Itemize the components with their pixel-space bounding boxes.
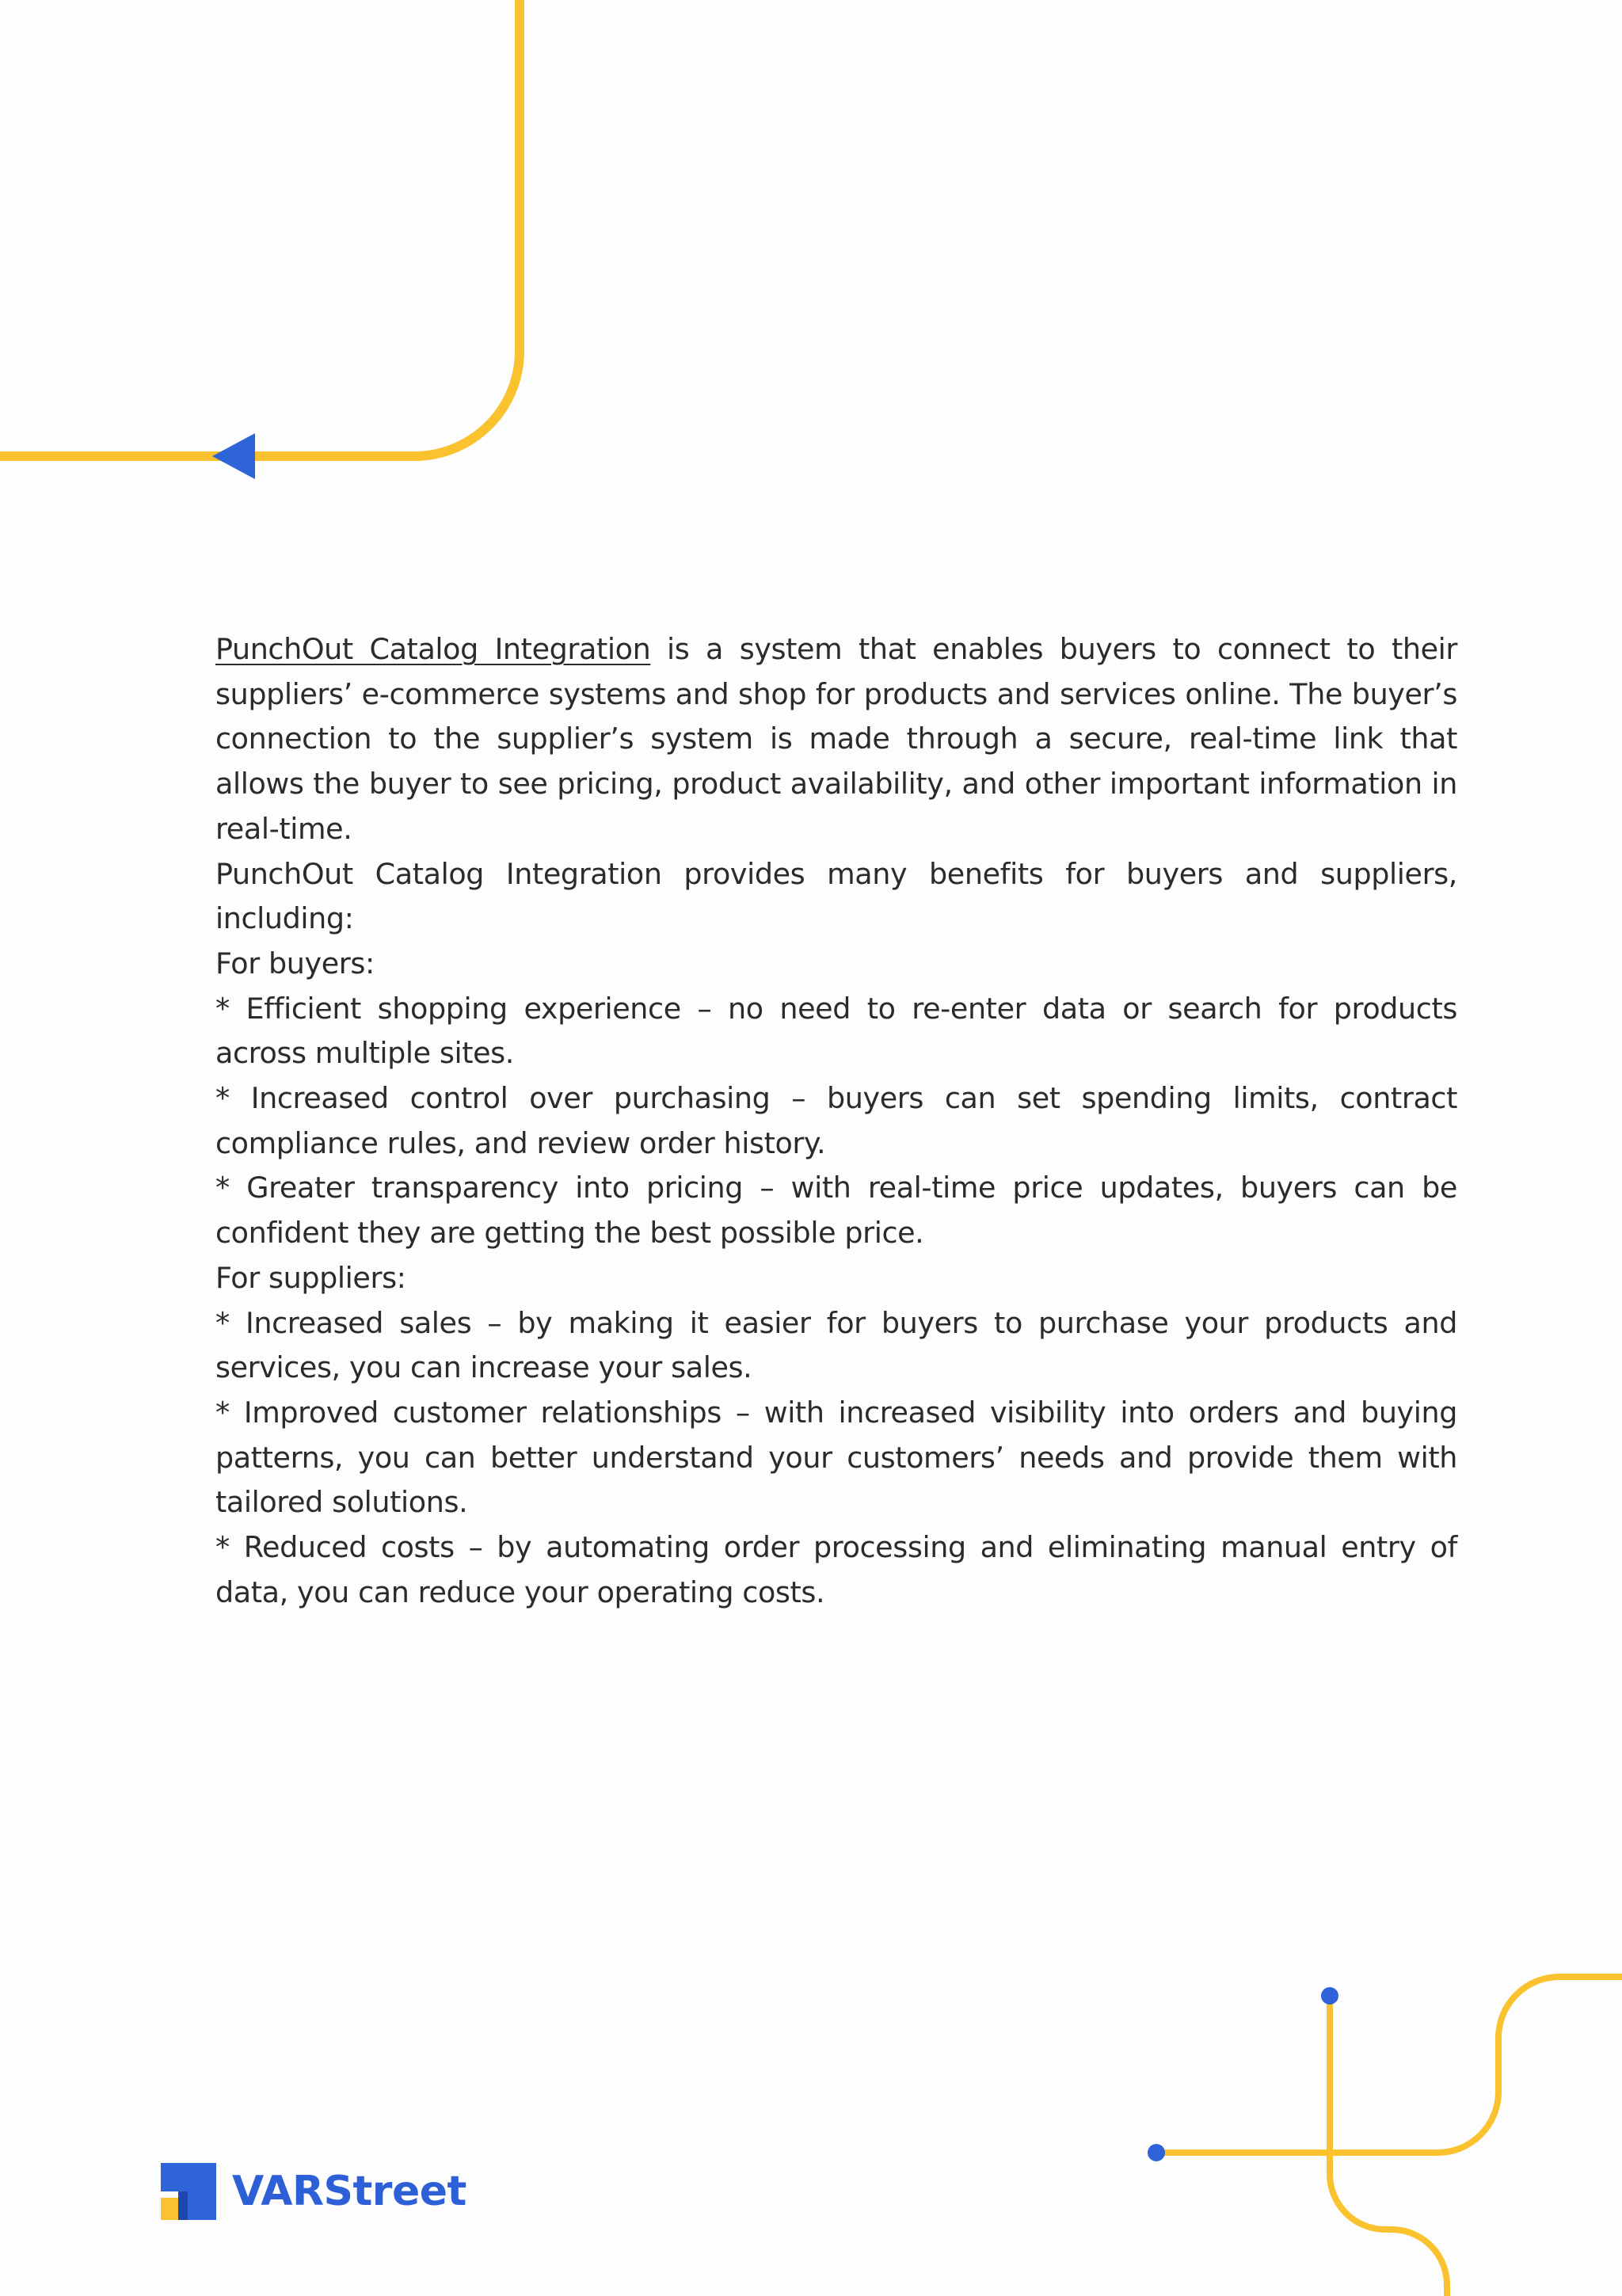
left-arrow-icon: [212, 433, 255, 479]
suppliers-item: * Improved customer relationships – with increased visibility into orders and buying patterns, you can better understand your customers’ needs and provide them with tailored solutions.: [215, 1395, 1457, 1520]
bottom-right-decor-line-2: [1330, 1996, 1447, 2296]
intro-text: is a system that enables buyers to connect to their suppliers’ e-commerce systems and shop for products and services online. The buyer’s connection to the supplier’s system is made through a secure, real-time link that allows the buyer to see pricing, product availability, and other important information in real-time.: [215, 632, 1457, 846]
suppliers-heading: For suppliers:: [215, 1260, 406, 1295]
article-body: [215, 627, 1457, 1615]
varstreet-logo[interactable]: [161, 2162, 466, 2221]
logo-text: VARStreet: [232, 2168, 466, 2215]
buyers-item: * Efficient shopping experience – no need to re-enter data or search for products across multiple sites.: [215, 991, 1457, 1071]
bottom-right-decor-line-1: [1156, 1977, 1622, 2153]
punchout-catalog-link[interactable]: PunchOut Catalog Integration: [215, 632, 651, 666]
benefits-intro: PunchOut Catalog Integration provides many benefits for buyers and suppliers, including:: [215, 856, 1457, 936]
buyers-heading: For buyers:: [215, 946, 375, 980]
top-left-decor-line: [0, 0, 520, 456]
varstreet-logo-icon: [161, 2163, 216, 2220]
buyers-item: * Increased control over purchasing – buyers can set spending limits, contract compliance rules, and review order history.: [215, 1081, 1457, 1160]
blue-dot-top: [1321, 1987, 1338, 2005]
suppliers-item: * Increased sales – by making it easier for buyers to purchase your products and services, you can increase your sales.: [215, 1305, 1457, 1385]
buyers-item: * Greater transparency into pricing – with real-time price updates, buyers can be confident they are getting the best possible price.: [215, 1171, 1457, 1251]
blue-dot-left: [1148, 2144, 1165, 2161]
suppliers-item: * Reduced costs – by automating order processing and eliminating manual entry of data, you can reduce your operating costs.: [215, 1530, 1457, 1609]
intro-paragraph: [215, 627, 1457, 852]
